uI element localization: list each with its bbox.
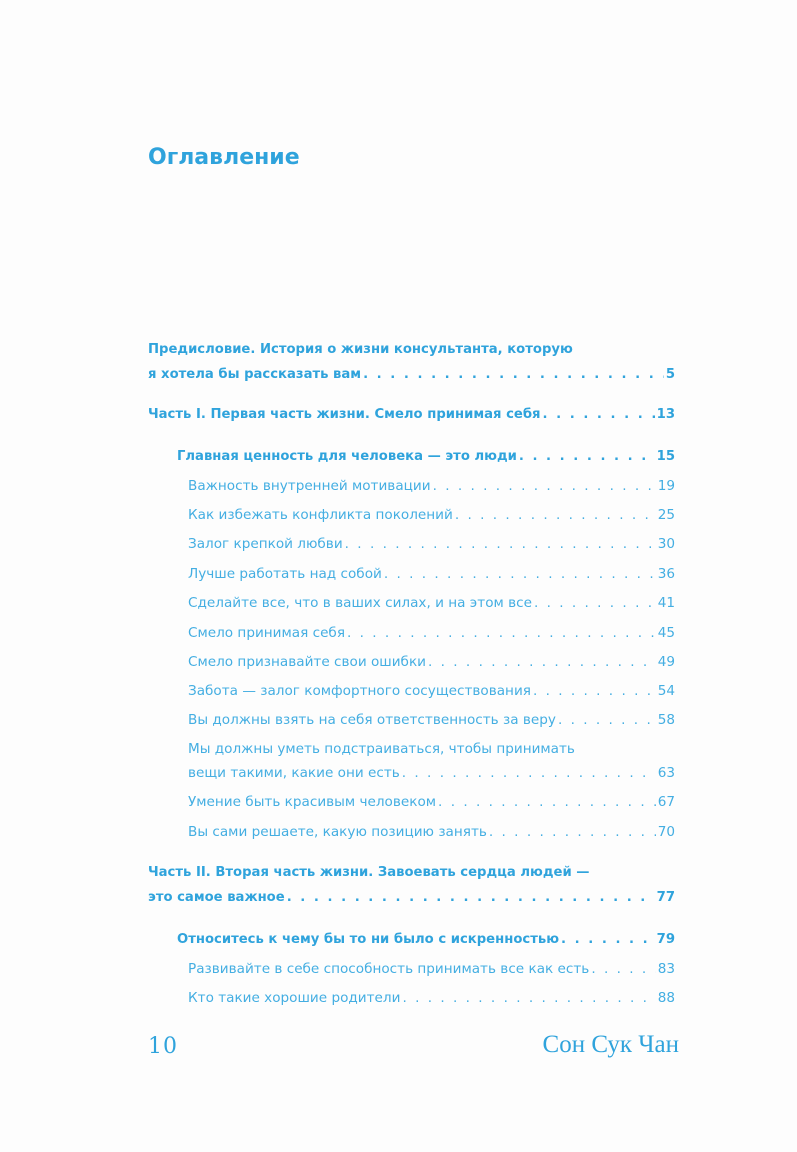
toc-entry-part-2[interactable]: [148, 890, 675, 905]
toc-entry-section-line1[interactable]: Мы должны уметь подстраиваться, чтобы принимать: [188, 741, 575, 757]
toc-entry-label: Смело признавайте свои ошибки: [188, 654, 426, 670]
page-title: Оглавление: [148, 145, 300, 170]
author-name: Сон Сук Чан: [542, 1031, 679, 1058]
toc-entry-label: это самое важное: [148, 890, 285, 905]
toc-entry-label: Вы сами решаете, какую позицию занять: [188, 824, 487, 840]
toc-entry-section[interactable]: [188, 536, 675, 552]
toc-entry-label: Часть I. Первая часть жизни. Смело принимая себя: [148, 407, 541, 422]
toc-entry-label: Забота — залог комфортного сосуществования: [188, 683, 531, 699]
toc-entry-section[interactable]: [188, 625, 675, 641]
toc-page-number: 15: [656, 449, 675, 464]
dot-leader: [438, 794, 656, 810]
toc-entry-label: я хотела бы рассказать вам: [148, 367, 362, 382]
toc-entry-section[interactable]: [188, 507, 675, 523]
toc-entry-section[interactable]: [188, 712, 675, 728]
toc-entry-part-1[interactable]: [148, 407, 675, 422]
toc-page-number: 45: [657, 625, 675, 641]
toc-entry-label: Как избежать конфликта поколений: [188, 507, 453, 523]
dot-leader: [363, 367, 664, 382]
dot-leader: [402, 765, 656, 781]
toc-page-number: 41: [657, 595, 675, 611]
dot-leader: [347, 625, 656, 641]
dot-leader: [345, 536, 656, 552]
toc-page-number: 67: [657, 794, 675, 810]
dot-leader: [543, 407, 655, 422]
toc-entry-chapter-1[interactable]: [177, 449, 675, 464]
toc-entry-section[interactable]: [188, 566, 675, 582]
dot-leader: [455, 507, 656, 523]
dot-leader: [558, 712, 656, 728]
dot-leader: [534, 595, 656, 611]
toc-entry-part-2-line1[interactable]: Часть II. Вторая часть жизни. Завоевать сердца людей —: [148, 865, 590, 880]
toc-entry-section[interactable]: [188, 478, 675, 494]
toc-page-number: 88: [657, 990, 675, 1006]
toc-entry-label: Главная ценность для человека — это люди: [177, 449, 517, 464]
toc-entry-label: Смело принимая себя: [188, 625, 345, 641]
toc-page-number: 13: [656, 407, 675, 422]
dot-leader: [519, 449, 655, 464]
toc-page-number: 83: [657, 961, 675, 977]
toc-page-number: 5: [665, 367, 675, 382]
toc-entry-label: вещи такими, какие они есть: [188, 765, 400, 781]
toc-entry-label: Сделайте все, что в ваших силах, и на этом все: [188, 595, 532, 611]
toc-entry-label: Важность внутренней мотивации: [188, 478, 431, 494]
toc-entry-label: Лучше работать над собой: [188, 566, 382, 582]
toc-entry-section[interactable]: [188, 654, 675, 670]
dot-leader: [287, 890, 655, 905]
toc-page-number: 77: [656, 890, 675, 905]
toc-entry-section[interactable]: [188, 990, 675, 1006]
toc-entry-preface-line1[interactable]: Предисловие. История о жизни консультанта, которую: [148, 342, 573, 357]
toc-entry-section[interactable]: [188, 683, 675, 699]
toc-page-number: 30: [657, 536, 675, 552]
toc-entry-section[interactable]: [188, 794, 675, 810]
dot-leader: [533, 683, 656, 699]
toc-page-number: 49: [657, 654, 675, 670]
toc-entry-section[interactable]: [188, 595, 675, 611]
toc-page-number: 79: [656, 932, 675, 947]
dot-leader: [561, 932, 655, 947]
toc-entry-section[interactable]: [188, 765, 675, 781]
dot-leader: [384, 566, 656, 582]
dot-leader: [433, 478, 656, 494]
toc-page-number: 36: [657, 566, 675, 582]
dot-leader: [402, 990, 655, 1006]
toc-entry-label: Кто такие хорошие родители: [188, 990, 401, 1006]
toc-entry-label: Залог крепкой любви: [188, 536, 343, 552]
toc-page-number: 63: [657, 765, 675, 781]
dot-leader: [489, 824, 656, 840]
toc-entry-section[interactable]: [188, 824, 675, 840]
page-number: 10: [148, 1034, 178, 1059]
toc-entry-chapter-2[interactable]: [177, 932, 675, 947]
toc-entry-label: Умение быть красивым человеком: [188, 794, 437, 810]
toc-page-number: 54: [657, 683, 675, 699]
toc-entry-preface[interactable]: [148, 367, 675, 382]
toc-page-number: 58: [657, 712, 675, 728]
toc-page-number: 19: [657, 478, 675, 494]
toc-entry-section[interactable]: [188, 961, 675, 977]
toc-entry-label: Относитесь к чему бы то ни было с искренностью: [177, 932, 560, 947]
dot-leader: [591, 961, 655, 977]
toc-page-number: 25: [657, 507, 675, 523]
dot-leader: [428, 654, 656, 670]
toc-page-number: 70: [657, 824, 675, 840]
toc-entry-label: Вы должны взять на себя ответственность за веру: [188, 712, 556, 728]
toc-entry-label: Развивайте в себе способность принимать все как есть: [188, 961, 590, 977]
